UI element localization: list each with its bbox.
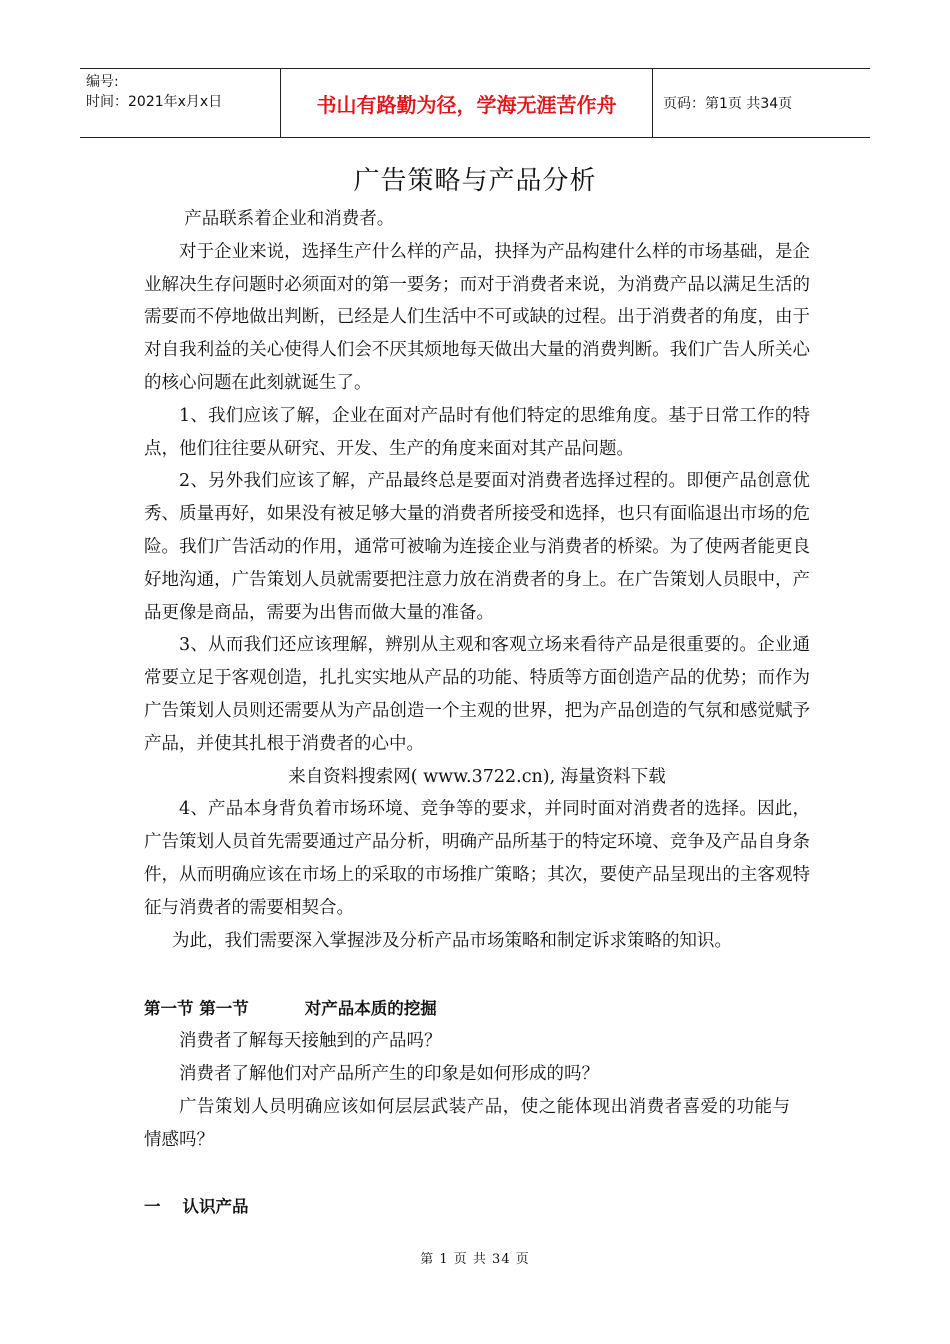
page-footer: 第 1 页 共 34 页	[420, 1252, 530, 1267]
paragraph: 1、我们应该了解，企业在面对产品时有他们特定的思维角度。基于日常工作的特点，他们往往要从研究、开发、生产的角度来面对其产品问题。	[144, 405, 810, 459]
document-number: 编号:	[86, 74, 119, 90]
paragraph: 对于企业来说，选择生产什么样的产品，抉择为产品构建什么样的市场基础，是企业解决生存问题时必须面对的第一要务；而对于消费者来说，为消费产品以满足生活的需要而不停地做出判断，已经是人们生活中不可或缺的过程。出于消费者的角度，由于对自我利益的关心使得人们会不厌其烦地每天做出大量的消费判断。我们广告人所关心的核心问题在此刻就诞生了。	[144, 241, 810, 393]
section-label: 第一节 第一节	[144, 999, 249, 1019]
paragraph: 3、从而我们还应该理解，辨别从主观和客观立场来看待产品是很重要的。企业通常要立足于客观创造，扎扎实实地从产品的功能、特质等方面创造产品的优势；而作为广告策划人员则还需要从为产品创造一个主观的世界，把为产品创造的气氛和感觉赋予产品，并使其扎根于消费者的心中。	[144, 635, 810, 754]
document-body	[144, 203, 810, 1217]
subsection-heading	[144, 1193, 810, 1217]
paragraph: 4、产品本身背负着市场环境、竞争等的要求，并同时面对消费者的选择。因此，广告策划人员首先需要通过产品分析，明确产品所基于的特定环境、竞争及产品自身条件，从而明确应该在市场上的采取的市场推广策略；其次，要使产品呈现出的主客观特征与消费者的需要相契合。	[144, 799, 810, 918]
header-page-info: 页码：第1页 共34页	[663, 96, 793, 112]
page-header	[80, 68, 870, 138]
paragraph: 2、另外我们应该了解，产品最终总是要面对消费者选择过程的。即便产品创意优秀、质量再好，如果没有被足够大量的消费者所接受和选择，也只有面临退出市场的危险。我们广告活动的作用，通常可被喻为连接企业与消费者的桥梁。为了使两者能更良好地沟通，广告策划人员就需要把注意力放在消费者的身上。在广告策划人员眼中，产品更像是商品，需要为出售而做大量的准备。	[144, 471, 810, 623]
subsection-title: 认识产品	[182, 1196, 249, 1216]
document-title: 广告策略与产品分析	[353, 166, 597, 196]
question: 消费者了解他们对产品所产生的印象是如何形成的吗？	[179, 1064, 599, 1085]
header-meta	[80, 69, 280, 137]
paragraph: 产品联系着企业和消费者。	[184, 209, 395, 229]
question: 消费者了解每天接触到的产品吗？	[179, 1031, 442, 1052]
subsection-label: 一	[144, 1196, 161, 1216]
document-time: 时间：2021年x月x日	[86, 94, 223, 110]
source-line: 来自资料搜索网( www.3722.cn), 海量资料下载	[288, 766, 666, 787]
section-title: 对产品本质的挖掘	[304, 999, 437, 1019]
header-motto: 书山有路勤为径，学海无涯苦作舟	[280, 69, 653, 137]
section-heading	[144, 995, 810, 1019]
question: 广告策划人员明确应该如何层层武装产品，使之能体现出消费者喜爱的功能与情感吗？	[144, 1096, 790, 1150]
paragraph: 为此，我们需要深入掌握涉及分析产品市场策略和制定诉求策略的知识。	[172, 930, 732, 951]
